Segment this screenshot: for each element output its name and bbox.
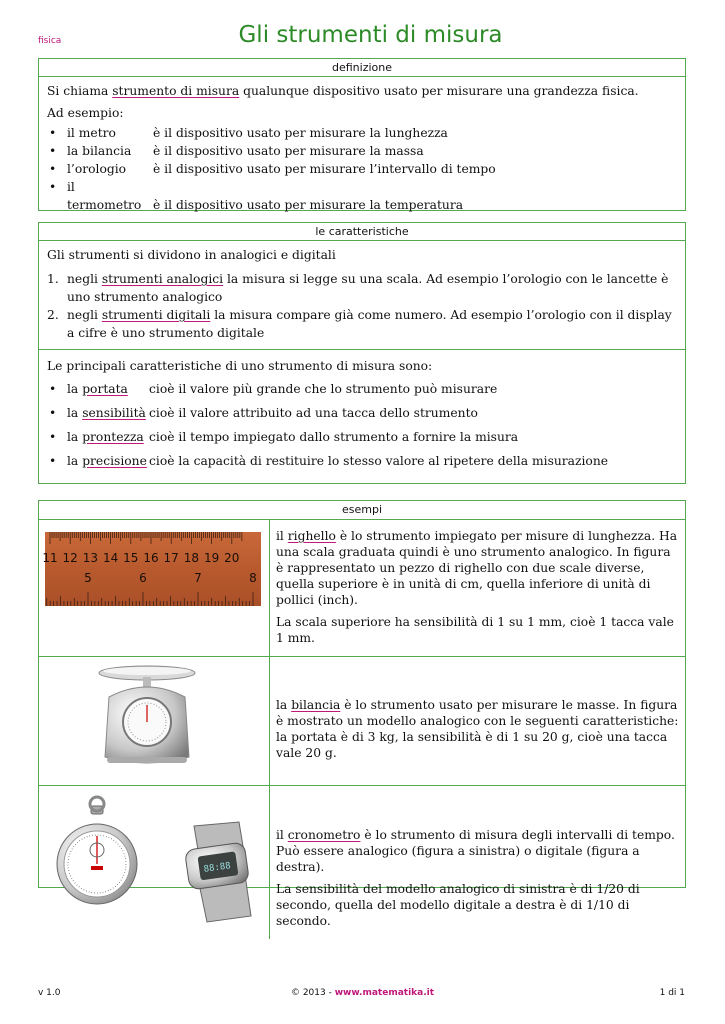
list-item: • il termometro è il dispositivo usato per misurare la temperatura xyxy=(47,178,677,214)
list-item: • la sensibilità cioè il valore attribuito ad una tacca dello strumento xyxy=(47,404,677,422)
ruler-cm-label: 14 xyxy=(102,551,119,565)
ruler-cm-label: 15 xyxy=(123,551,139,565)
ruler-inch-label: 8 xyxy=(249,571,257,585)
ruler-cm-label: 13 xyxy=(82,551,99,565)
ruler-cm-label: 17 xyxy=(163,551,179,565)
ruler-cm-label: 11 xyxy=(42,551,58,565)
definition-intro: Si chiama strumento di misura qualunque dispositivo usato per misurare una grandezza fisica. xyxy=(47,84,639,98)
ruler-image xyxy=(39,520,269,619)
copyright: © 2013 - www.matematika.it xyxy=(290,988,435,998)
list-item: • la portata cioè il valore più grande che lo strumento può misurare xyxy=(47,380,677,398)
scale-figure xyxy=(39,657,270,786)
characteristics-intro: Gli strumenti si dividono in analogici e digitali xyxy=(47,248,336,262)
version-label: v 1.0 xyxy=(38,988,61,998)
ruler-cm-label: 16 xyxy=(143,551,159,565)
list-item: 1. negli strumenti analogici la misura si legge su una scala. Ad esempio l’orologio con le lancette è uno strumento analogico xyxy=(47,272,669,304)
list-item: 2. negli strumenti digitali la misura compare già come numero. Ad esempio l’orologio con il display a cifre è uno strumento digitale xyxy=(47,308,672,340)
ruler-description: il righello è lo strumento impiegato per misure di lunghezza. Ha una scala graduata quindi è uno strumento analogico. In figura è rappresentato un pezzo di righello con due scale diverse, quella superiore è in unità di cm, quella inferiore di unità di pollici (inch). La scala superiore ha sensibilità di 1 su 1 mm, cioè 1 tacca vale 1 mm. xyxy=(270,520,686,657)
page-title: Gli strumenti di misura xyxy=(238,22,503,48)
ruler-cm-label: 18 xyxy=(183,551,200,565)
ruler-inch-label: 5 xyxy=(84,571,92,585)
stopwatch-icons xyxy=(39,786,269,932)
stopwatch-figure xyxy=(39,786,270,940)
page-number: 1 di 1 xyxy=(659,988,685,998)
examples-section xyxy=(38,500,686,928)
list-item: • il metro è il dispositivo usato per misurare la lunghezza xyxy=(47,124,677,142)
subject-label: fisica xyxy=(38,36,62,46)
stopwatch-description: il cronometro è lo strumento di misura degli intervalli di tempo. Può essere analogico (figura a sinistra) o digitale (figura a destra). La sensibilità del modello analogico di sinistra è di 1/20 di secondo, quella del modello digitale a destra è di 1/10 di secondo. xyxy=(270,786,686,940)
list-item: • la prontezza cioè il tempo impiegato dallo strumento a fornire la misura xyxy=(47,428,677,446)
characteristics-section xyxy=(38,222,686,484)
ruler-cm-label: 20 xyxy=(224,551,240,565)
features-intro: Le principali caratteristiche di uno strumento di misura sono: xyxy=(47,359,433,373)
site-link[interactable]: www.matematika.it xyxy=(334,988,435,998)
features-list xyxy=(47,380,677,470)
ruler-figure xyxy=(39,520,270,657)
list-item: • l’orologio è il dispositivo usato per misurare l’intervallo di tempo xyxy=(47,160,677,178)
list-item: • la precisione cioè la capacità di restituire lo stesso valore al ripetere della misurazione xyxy=(47,452,677,470)
instrument-list xyxy=(47,124,677,214)
svg-text:88:88: 88:88 xyxy=(203,861,232,875)
digital-watch-icon xyxy=(185,822,251,922)
characteristics-heading: le caratteristiche xyxy=(39,223,685,241)
example-label: Ad esempio: xyxy=(47,106,124,120)
scale-description: la bilancia è lo strumento usato per misurare le masse. In figura è mostrato un modello analogico con le seguenti caratteristiche: la portata è di 3 kg, la sensibilità è di 1 su 20 g, cioè una tacca vale 20 g. xyxy=(270,657,686,786)
list-item: • la bilancia è il dispositivo usato per misurare la massa xyxy=(47,142,677,160)
ruler-cm-label: 12 xyxy=(62,551,78,565)
definition-section xyxy=(38,58,686,211)
types-list xyxy=(47,270,677,342)
kitchen-scale-icon xyxy=(39,657,269,781)
ruler-inch-label: 7 xyxy=(194,571,202,585)
ruler-cm-label: 19 xyxy=(203,551,220,565)
examples-heading: esempi xyxy=(341,503,383,516)
analog-stopwatch-icon xyxy=(57,797,137,904)
ruler-inch-label: 6 xyxy=(139,571,147,585)
definition-heading: definizione xyxy=(39,59,685,77)
